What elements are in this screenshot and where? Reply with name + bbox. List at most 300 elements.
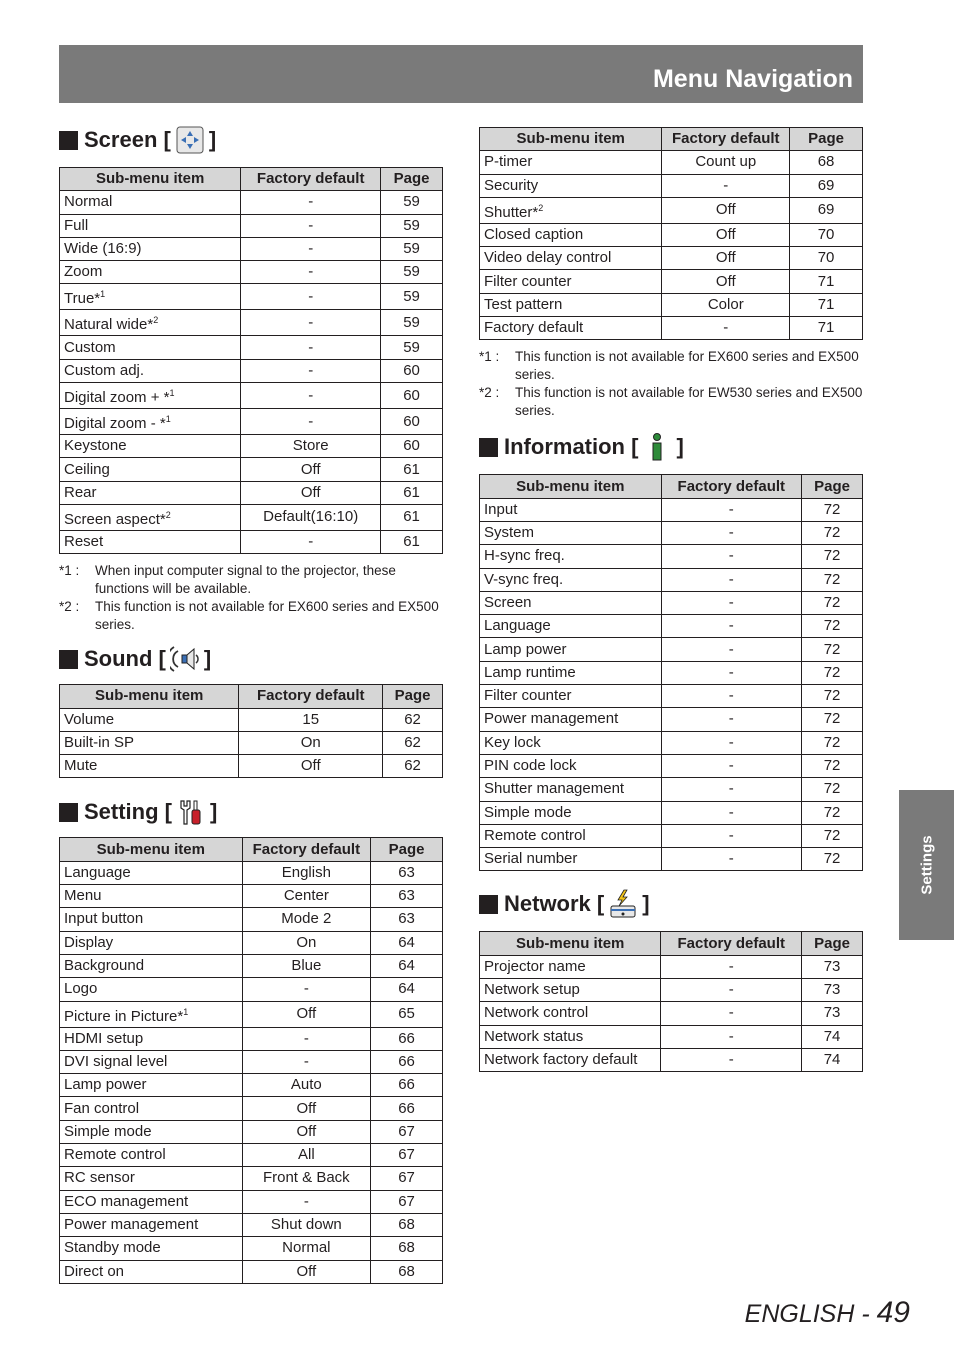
submenu-item-label: Security: [484, 176, 539, 194]
submenu-item-cell: [480, 824, 662, 847]
setting-table: [59, 837, 443, 1283]
submenu-item-cell: [60, 1144, 243, 1167]
page-cell: 63: [371, 861, 443, 884]
submenu-item-label: Volume: [64, 710, 115, 728]
footnote-ref: 2: [165, 509, 171, 520]
submenu-item-label: Factory default: [484, 319, 584, 337]
table-row: [60, 1167, 443, 1190]
submenu-item-label: Filter counter: [484, 272, 572, 290]
col-default: Factory default: [241, 168, 381, 191]
factory-default-cell: -: [241, 191, 381, 214]
col-submenu: Sub-menu item: [480, 932, 661, 955]
submenu-item-label: True*: [64, 290, 101, 308]
network-table: [479, 931, 863, 1072]
page-cell: 72: [802, 708, 863, 731]
page-cell: 68: [790, 151, 863, 174]
table-row: [60, 908, 443, 931]
submenu-item-cell: [60, 1001, 243, 1027]
submenu-item-label: Filter counter: [484, 687, 572, 705]
page-cell: 59: [381, 191, 443, 214]
page-cell: 72: [802, 638, 863, 661]
table-row: [480, 801, 863, 824]
table-row: [60, 708, 443, 731]
page-cell: 60: [381, 409, 443, 435]
footer-language: ENGLISH -: [744, 1300, 877, 1328]
table-row: [480, 685, 863, 708]
submenu-item-label: P-timer: [484, 153, 533, 171]
table-row: [60, 731, 443, 754]
setting-heading: [59, 797, 443, 827]
submenu-item-cell: [480, 708, 662, 731]
footnote: *1 : When input computer signal to the projector, these functions will be available.: [59, 563, 396, 597]
factory-default-cell: Off: [242, 1120, 371, 1143]
submenu-item-cell: [480, 615, 662, 638]
factory-default-cell: -: [241, 409, 381, 435]
submenu-item-cell: [60, 731, 239, 754]
page-cell: 66: [371, 1074, 443, 1097]
submenu-item-label: Simple mode: [64, 1122, 152, 1140]
footnote-ref: 1: [165, 414, 171, 425]
page-cell: 60: [381, 435, 443, 458]
factory-default-cell: -: [241, 383, 381, 409]
submenu-item-cell: [60, 336, 241, 359]
right-column: [479, 127, 863, 1072]
submenu-item-cell: [480, 521, 662, 544]
footnote-ref: 1: [100, 289, 106, 300]
submenu-item-cell: [480, 197, 662, 223]
sound-title: Sound [: [84, 646, 166, 672]
submenu-item-cell: [60, 261, 241, 284]
submenu-item-cell: [480, 754, 662, 777]
table-row: [60, 191, 443, 214]
table-row: [480, 174, 863, 197]
submenu-item-label: Direct on: [64, 1262, 125, 1280]
submenu-item-label: Language: [64, 863, 131, 881]
table-row: [480, 591, 863, 614]
submenu-item-label: Shutter*: [484, 203, 539, 221]
submenu-item-cell: [60, 755, 239, 778]
factory-default-cell: -: [661, 545, 802, 568]
submenu-item-cell: [480, 151, 662, 174]
submenu-item-label: Test pattern: [484, 295, 563, 313]
page-cell: 73: [802, 955, 863, 978]
page-cell: 72: [802, 824, 863, 847]
table-row: [60, 458, 443, 481]
submenu-item-label: Lamp runtime: [484, 663, 576, 681]
submenu-item-cell: [480, 955, 661, 978]
submenu-item-cell: [60, 861, 243, 884]
heading-bullet: [59, 803, 78, 822]
side-tab-settings: [899, 790, 954, 940]
submenu-item-label: Lamp power: [64, 1076, 147, 1094]
table-row: [60, 885, 443, 908]
table-row: [60, 409, 443, 435]
submenu-item-cell: [60, 284, 241, 310]
col-page: Page: [381, 168, 443, 191]
sound-heading: [59, 644, 443, 674]
page-cell: 64: [371, 931, 443, 954]
sound-table: [59, 684, 443, 778]
table-row: [480, 754, 863, 777]
table-row: [480, 708, 863, 731]
heading-bullet: [59, 131, 78, 150]
col-page: Page: [790, 128, 863, 151]
factory-default-cell: -: [661, 708, 802, 731]
page-cell: 62: [383, 755, 443, 778]
factory-default-cell: -: [661, 521, 802, 544]
table-row: [480, 498, 863, 521]
table-row: [60, 383, 443, 409]
setting-footnotes: [479, 348, 863, 420]
col-default: Factory default: [661, 932, 802, 955]
table-row: [480, 1048, 863, 1071]
side-tab-label: Settings: [918, 835, 935, 895]
submenu-item-cell: [60, 310, 241, 336]
submenu-item-label: Zoom: [64, 263, 103, 281]
factory-default-cell: -: [661, 801, 802, 824]
factory-default-cell: -: [241, 530, 381, 553]
col-submenu: Sub-menu item: [60, 838, 243, 861]
submenu-item-cell: [480, 174, 662, 197]
page-cell: 68: [371, 1260, 443, 1283]
submenu-item-label: Remote control: [484, 826, 586, 844]
factory-default-cell: -: [661, 754, 802, 777]
page-cell: 72: [802, 848, 863, 871]
table-row: [60, 1190, 443, 1213]
submenu-item-label: Power management: [484, 710, 619, 728]
submenu-item-cell: [480, 1048, 661, 1071]
table-row: [480, 615, 863, 638]
submenu-item-cell: [480, 979, 661, 1002]
table-row: [480, 955, 863, 978]
factory-default-cell: Off: [242, 1001, 371, 1027]
submenu-item-label: Network status: [484, 1027, 584, 1045]
submenu-item-cell: [60, 481, 241, 504]
table-row: [480, 661, 863, 684]
table-row: [480, 521, 863, 544]
table-row: [480, 317, 863, 340]
table-row: [60, 1120, 443, 1143]
submenu-item-label: Closed caption: [484, 226, 584, 244]
submenu-item-label: Rear: [64, 483, 97, 501]
submenu-item-label: Network factory default: [484, 1051, 638, 1069]
table-row: [480, 293, 863, 316]
factory-default-cell: -: [661, 979, 802, 1002]
page-cell: 59: [381, 237, 443, 260]
table-row: [60, 261, 443, 284]
submenu-item-cell: [480, 1002, 661, 1025]
submenu-item-cell: [60, 383, 241, 409]
factory-default-cell: -: [661, 1048, 802, 1071]
page-cell: 72: [802, 801, 863, 824]
page-cell: 72: [802, 545, 863, 568]
col-default: Factory default: [242, 838, 371, 861]
network-title-close: ]: [642, 891, 650, 917]
submenu-item-cell: [480, 498, 662, 521]
table-row: [480, 638, 863, 661]
table-row: [60, 237, 443, 260]
submenu-item-cell: [60, 908, 243, 931]
page-cell: 59: [381, 214, 443, 237]
table-row: [60, 978, 443, 1001]
screen-heading: [59, 125, 443, 155]
submenu-item-cell: [60, 931, 243, 954]
factory-default-cell: Store: [241, 435, 381, 458]
submenu-item-cell: [60, 359, 241, 382]
submenu-item-cell: [480, 1025, 661, 1048]
table-row: [60, 1050, 443, 1073]
factory-default-cell: -: [661, 685, 802, 708]
submenu-item-label: Input: [484, 500, 518, 518]
information-title-close: ]: [676, 434, 684, 460]
table-row: [480, 824, 863, 847]
submenu-item-cell: [60, 978, 243, 1001]
page-cell: 74: [802, 1025, 863, 1048]
factory-default-cell: On: [242, 931, 371, 954]
page-cell: 71: [790, 317, 863, 340]
table-row: [60, 435, 443, 458]
table-row: [480, 1002, 863, 1025]
submenu-item-cell: [480, 661, 662, 684]
submenu-item-label: Screen: [484, 594, 532, 611]
factory-default-cell: -: [241, 310, 381, 336]
page-cell: 66: [371, 1097, 443, 1120]
page-cell: 59: [381, 261, 443, 284]
network-projector-icon: [608, 889, 638, 919]
submenu-item-label: ECO management: [64, 1192, 189, 1210]
factory-default-cell: -: [241, 237, 381, 260]
factory-default-cell: Off: [662, 197, 790, 223]
page-cell: 72: [802, 568, 863, 591]
submenu-item-label: Wide (16:9): [64, 240, 142, 258]
submenu-item-cell: [60, 1120, 243, 1143]
factory-default-cell: Mode 2: [242, 908, 371, 931]
submenu-item-cell: [60, 1097, 243, 1120]
submenu-item-label: Standby mode: [64, 1239, 161, 1257]
screen-menu-icon: [175, 125, 205, 155]
page-cell: 61: [381, 530, 443, 553]
factory-default-cell: -: [661, 1025, 802, 1048]
submenu-item-cell: [60, 1260, 243, 1283]
factory-default-cell: Off: [241, 481, 381, 504]
submenu-item-cell: [60, 504, 241, 530]
footnote-ref: 1: [169, 388, 175, 399]
submenu-item-cell: [480, 848, 662, 871]
submenu-item-label: Custom adj.: [64, 361, 145, 379]
page-cell: 68: [371, 1213, 443, 1236]
table-row: [60, 755, 443, 778]
col-submenu: Sub-menu item: [480, 475, 662, 498]
table-row: [60, 1144, 443, 1167]
table-row: [480, 731, 863, 754]
factory-default-cell: -: [241, 284, 381, 310]
page-cell: 60: [381, 383, 443, 409]
factory-default-cell: -: [661, 1002, 802, 1025]
footnote: *2 : This function is not available for EX600 series and EX500 series.: [59, 599, 439, 633]
table-row: [480, 545, 863, 568]
submenu-item-label: Picture in Picture*: [64, 1007, 184, 1025]
factory-default-cell: -: [661, 591, 802, 614]
submenu-item-cell: [60, 237, 241, 260]
table-row: [480, 151, 863, 174]
col-submenu: Sub-menu item: [480, 128, 662, 151]
submenu-item-cell: [480, 293, 662, 316]
page-cell: 72: [802, 778, 863, 801]
table-row: [60, 284, 443, 310]
table-row: [60, 1001, 443, 1027]
table-row: [480, 568, 863, 591]
speaker-icon: [170, 644, 200, 674]
table-row: [480, 223, 863, 246]
submenu-item-label: Natural wide*: [64, 316, 154, 334]
page-cell: 61: [381, 481, 443, 504]
submenu-item-label: Custom: [64, 338, 116, 356]
table-row: [480, 270, 863, 293]
submenu-item-cell: [60, 708, 239, 731]
submenu-item-label: Digital zoom + *: [64, 389, 170, 407]
col-default: Factory default: [662, 128, 790, 151]
page-cell: 66: [371, 1027, 443, 1050]
factory-default-cell: -: [241, 359, 381, 382]
table-row: [60, 1213, 443, 1236]
footnote-ref: 2: [538, 202, 544, 213]
submenu-item-label: Built-in SP: [64, 734, 135, 751]
submenu-item-label: Network setup: [484, 981, 580, 999]
setting-continued-table: [479, 127, 863, 340]
col-page: Page: [802, 932, 863, 955]
table-row: [480, 979, 863, 1002]
factory-default-cell: Off: [662, 247, 790, 270]
page-cell: 72: [802, 591, 863, 614]
factory-default-cell: Shut down: [242, 1213, 371, 1236]
factory-default-cell: Off: [242, 1260, 371, 1283]
page-cell: 59: [381, 336, 443, 359]
submenu-item-cell: [60, 409, 241, 435]
screen-table: [59, 167, 443, 554]
submenu-item-label: RC sensor: [64, 1169, 135, 1187]
factory-default-cell: Blue: [242, 954, 371, 977]
table-row: [60, 1237, 443, 1260]
network-heading: [479, 889, 863, 919]
submenu-item-label: Language: [484, 617, 551, 635]
factory-default-cell: Auto: [242, 1074, 371, 1097]
submenu-item-label: Serial number: [484, 850, 578, 868]
submenu-item-cell: [60, 1190, 243, 1213]
submenu-item-cell: [480, 778, 662, 801]
submenu-item-cell: [60, 214, 241, 237]
page-cell: 72: [802, 731, 863, 754]
page-cell: 73: [802, 1002, 863, 1025]
factory-default-cell: -: [242, 1050, 371, 1073]
factory-default-cell: -: [242, 1190, 371, 1213]
submenu-item-cell: [60, 1027, 243, 1050]
factory-default-cell: -: [662, 317, 790, 340]
factory-default-cell: -: [662, 174, 790, 197]
screen-title-close: ]: [208, 127, 217, 152]
submenu-item-cell: [60, 885, 243, 908]
table-row: [60, 931, 443, 954]
heading-bullet: [479, 895, 498, 914]
submenu-item-cell: [60, 435, 241, 458]
col-default: Factory default: [239, 685, 383, 708]
submenu-item-label: Network control: [484, 1004, 589, 1022]
submenu-item-label: Key lock: [484, 733, 541, 751]
factory-default-cell: -: [241, 261, 381, 284]
submenu-item-label: Power management: [64, 1216, 199, 1234]
factory-default-cell: Off: [239, 755, 383, 778]
page-header: [59, 45, 863, 103]
table-row: [60, 1260, 443, 1283]
submenu-item-label: Video delay control: [484, 249, 612, 267]
table-row: [480, 247, 863, 270]
submenu-item-cell: [60, 1237, 243, 1260]
submenu-item-label: DVI signal level: [64, 1052, 168, 1070]
submenu-item-cell: [480, 801, 662, 824]
factory-default-cell: Color: [662, 293, 790, 316]
submenu-item-label: Fan control: [64, 1099, 140, 1117]
submenu-item-cell: [480, 638, 662, 661]
submenu-item-label: System: [484, 524, 535, 542]
footnote: *2 : This function is not available for EW530 series and EX500 series.: [479, 385, 863, 419]
factory-default-cell: Off: [662, 223, 790, 246]
page-cell: 61: [381, 504, 443, 530]
table-row: [60, 530, 443, 553]
submenu-item-cell: [60, 1167, 243, 1190]
submenu-item-cell: [60, 530, 241, 553]
submenu-item-label: Mute: [64, 757, 98, 775]
page-cell: 68: [371, 1237, 443, 1260]
col-submenu: Sub-menu item: [60, 168, 241, 191]
col-submenu: Sub-menu item: [60, 685, 239, 708]
footnote-ref: 1: [183, 1006, 189, 1017]
page-cell: 71: [790, 270, 863, 293]
submenu-item-label: Shutter management: [484, 780, 625, 798]
col-default: Factory default: [661, 475, 802, 498]
factory-default-cell: -: [661, 848, 802, 871]
information-title: Information [: [504, 434, 639, 460]
submenu-item-cell: [480, 270, 662, 293]
col-page: Page: [802, 475, 863, 498]
submenu-item-label: Lamp power: [484, 640, 567, 658]
footnote-ref: 2: [153, 315, 159, 326]
table-row: [480, 1025, 863, 1048]
factory-default-cell: -: [661, 824, 802, 847]
factory-default-cell: -: [661, 638, 802, 661]
submenu-item-cell: [480, 223, 662, 246]
page-cell: 63: [371, 885, 443, 908]
table-row: [60, 1027, 443, 1050]
factory-default-cell: On: [239, 731, 383, 754]
factory-default-cell: -: [661, 731, 802, 754]
table-row: [60, 861, 443, 884]
page-cell: 74: [802, 1048, 863, 1071]
factory-default-cell: -: [242, 1027, 371, 1050]
page-cell: 69: [790, 197, 863, 223]
submenu-item-label: V-sync freq.: [484, 570, 564, 588]
page-cell: 72: [802, 615, 863, 638]
page-cell: 72: [802, 521, 863, 544]
page-cell: 62: [383, 731, 443, 754]
page-cell: 72: [802, 661, 863, 684]
factory-default-cell: Off: [242, 1097, 371, 1120]
submenu-item-cell: [480, 685, 662, 708]
col-page: Page: [383, 685, 443, 708]
information-heading: [479, 432, 863, 462]
submenu-item-label: Ceiling: [64, 460, 110, 478]
submenu-item-cell: [60, 191, 241, 214]
submenu-item-label: Reset: [64, 533, 104, 551]
page-cell: 62: [383, 708, 443, 731]
